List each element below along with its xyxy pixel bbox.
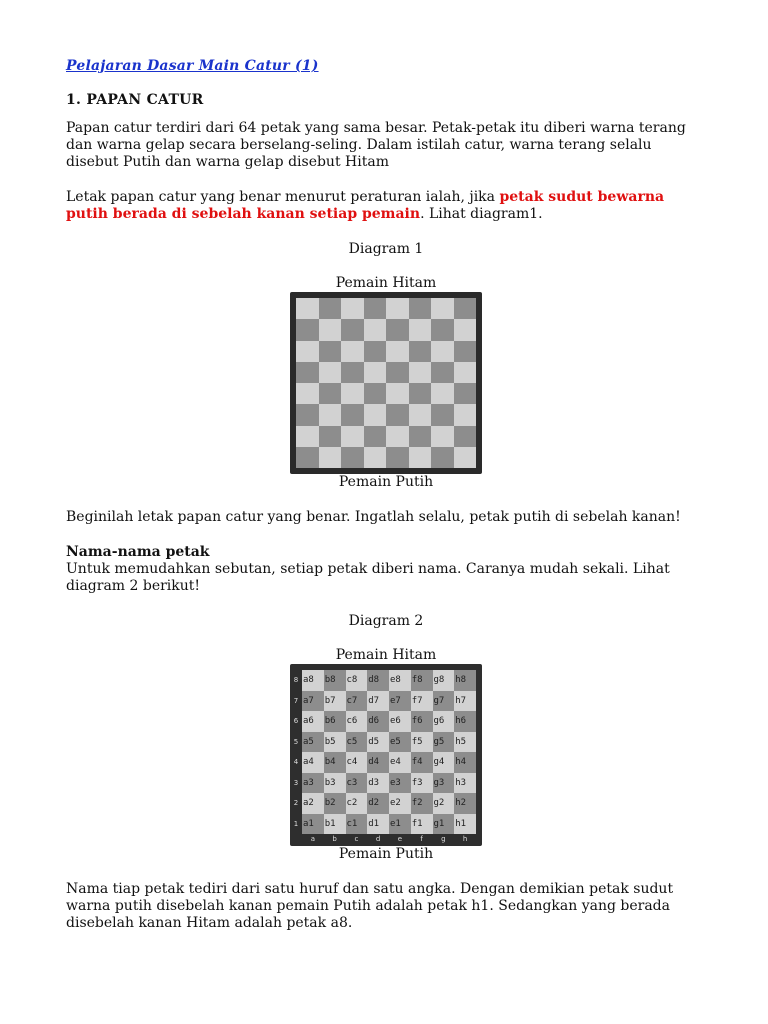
board-square: [296, 298, 319, 319]
diagram1-label: Diagram 1: [348, 241, 424, 257]
paragraph-square-names: Untuk memudahkan sebutan, setiap petak diberi nama. Caranya mudah sekali. Lihat diagram 2 berikut!: [66, 561, 670, 594]
square-label: e3: [390, 777, 401, 788]
board-square-g7: [433, 691, 455, 712]
board-square: [386, 383, 409, 404]
square-label: d1: [368, 818, 380, 829]
square-label: h3: [455, 777, 467, 788]
board-square: [409, 447, 432, 468]
board-square-e7: [389, 691, 411, 712]
board-square-a2: [302, 793, 324, 814]
board-square: [364, 341, 387, 362]
board-square-g3: [433, 773, 455, 794]
board-square-g8: [433, 670, 455, 691]
square-label: c3: [346, 777, 358, 788]
square-label: g5: [433, 736, 445, 747]
board-square-b4: [324, 752, 346, 773]
board-square: [319, 383, 342, 404]
board-square-d6: [367, 711, 389, 732]
rank-label: 4: [293, 758, 299, 766]
square-label: d4: [368, 757, 380, 768]
board-square-b3: [324, 773, 346, 794]
square-label: g7: [433, 695, 445, 706]
diagram1-chessboard: [290, 292, 482, 474]
board-square: [364, 447, 387, 468]
board-square: [454, 319, 477, 340]
square-label: c1: [346, 818, 358, 829]
board-square: [296, 319, 319, 340]
square-label: g6: [433, 716, 445, 727]
file-label: d: [375, 835, 381, 843]
square-label: f1: [411, 818, 423, 829]
board-square-f8: [411, 670, 433, 691]
board-square: [386, 341, 409, 362]
board-square: [454, 298, 477, 319]
diagram2-grid: [302, 670, 476, 834]
square-label: b5: [324, 736, 336, 747]
square-label: f8: [411, 675, 423, 686]
square-label: e8: [390, 675, 401, 686]
board-square: [431, 362, 454, 383]
subheading-square-names: Nama-nama petak: [66, 544, 210, 560]
board-square: [454, 404, 477, 425]
square-label: d8: [368, 675, 380, 686]
square-label: h7: [455, 695, 467, 706]
file-label: e: [397, 835, 403, 843]
square-label: h4: [455, 757, 467, 768]
section-heading: 1. PAPAN CATUR: [66, 92, 204, 108]
board-square: [319, 426, 342, 447]
board-square-f1: [411, 814, 433, 835]
board-square-g1: [433, 814, 455, 835]
board-square: [409, 426, 432, 447]
board-square: [319, 404, 342, 425]
square-label: b3: [324, 777, 336, 788]
board-square: [454, 383, 477, 404]
board-square-f4: [411, 752, 433, 773]
board-square: [341, 426, 364, 447]
square-label: d6: [368, 716, 380, 727]
square-label: e4: [390, 757, 401, 768]
board-square: [296, 341, 319, 362]
board-square: [386, 447, 409, 468]
diagram1-top-caption: Pemain Hitam: [335, 275, 437, 291]
file-label: h: [462, 835, 468, 843]
board-square: [364, 362, 387, 383]
board-square: [386, 404, 409, 425]
square-label: e1: [390, 818, 401, 829]
square-label: c4: [346, 757, 358, 768]
board-square: [431, 341, 454, 362]
rank-label: 8: [293, 676, 299, 684]
board-square: [319, 298, 342, 319]
square-label: d3: [368, 777, 380, 788]
board-square: [364, 319, 387, 340]
diagram2-label: Diagram 2: [348, 613, 424, 629]
board-square-b1: [324, 814, 346, 835]
board-square-h5: [454, 732, 476, 753]
board-square-b8: [324, 670, 346, 691]
diagram2-file-labels: [302, 835, 476, 845]
board-square-b5: [324, 732, 346, 753]
rank-label: 5: [293, 737, 299, 746]
square-label: a2: [303, 798, 314, 809]
square-label: d5: [368, 736, 380, 747]
board-square-a1: [302, 814, 324, 835]
board-square-d2: [367, 793, 389, 814]
board-square: [319, 362, 342, 383]
board-square-a6: [302, 711, 324, 732]
board-square: [364, 298, 387, 319]
board-square: [431, 404, 454, 425]
square-label: c5: [346, 736, 358, 747]
board-square: [454, 362, 477, 383]
board-square-d3: [367, 773, 389, 794]
board-square-f6: [411, 711, 433, 732]
board-square-c1: [346, 814, 368, 835]
board-square-d7: [367, 691, 389, 712]
board-square: [409, 298, 432, 319]
board-square-a7: [302, 691, 324, 712]
board-square-d5: [367, 732, 389, 753]
board-square: [319, 341, 342, 362]
square-label: d2: [368, 798, 380, 809]
board-square-c7: [346, 691, 368, 712]
square-label: a3: [303, 777, 314, 788]
rank-label: 6: [293, 717, 299, 725]
board-square: [296, 426, 319, 447]
board-square-e5: [389, 732, 411, 753]
board-square-e2: [389, 793, 411, 814]
board-square: [409, 319, 432, 340]
square-label: e5: [390, 736, 401, 747]
board-square-h6: [454, 711, 476, 732]
board-square: [431, 383, 454, 404]
board-square-a5: [302, 732, 324, 753]
board-square-e8: [389, 670, 411, 691]
board-square-g5: [433, 732, 455, 753]
square-label: c7: [346, 695, 358, 706]
square-label: c2: [346, 798, 358, 809]
square-label: f7: [411, 695, 423, 706]
square-label: b8: [324, 675, 336, 686]
board-square: [454, 447, 477, 468]
square-label: c6: [346, 716, 358, 727]
board-square-e6: [389, 711, 411, 732]
board-square: [296, 362, 319, 383]
rank-label: 2: [293, 799, 299, 807]
rule-text-start: Letak papan catur yang benar menurut peraturan ialah, jika: [66, 189, 500, 205]
board-square: [296, 383, 319, 404]
board-square: [409, 404, 432, 425]
board-square: [341, 404, 364, 425]
square-label: e7: [390, 695, 401, 706]
square-label: g2: [433, 798, 445, 809]
board-square-b6: [324, 711, 346, 732]
board-square: [319, 447, 342, 468]
board-square-c6: [346, 711, 368, 732]
board-square-g6: [433, 711, 455, 732]
board-square-h8: [454, 670, 476, 691]
board-square: [341, 319, 364, 340]
board-square: [454, 341, 477, 362]
board-square-c2: [346, 793, 368, 814]
board-square: [296, 404, 319, 425]
board-square-f5: [411, 732, 433, 753]
board-square: [431, 298, 454, 319]
board-square: [341, 383, 364, 404]
square-label: d7: [368, 695, 380, 706]
board-square-c4: [346, 752, 368, 773]
board-square: [364, 383, 387, 404]
diagram2-top-caption: Pemain Hitam: [335, 647, 437, 663]
square-label: b1: [324, 818, 336, 829]
square-label: f5: [411, 736, 423, 747]
file-label: c: [354, 835, 359, 843]
square-label: h1: [455, 818, 467, 829]
document-title-link[interactable]: Pelajaran Dasar Main Catur (1): [66, 58, 319, 74]
square-label: a4: [303, 757, 314, 768]
square-label: g8: [433, 675, 445, 686]
diagram2-bottom-caption: Pemain Putih: [338, 846, 434, 862]
square-label: a7: [303, 695, 314, 706]
file-label: a: [310, 835, 316, 843]
board-square-f7: [411, 691, 433, 712]
file-label: b: [332, 835, 337, 843]
board-square-g2: [433, 793, 455, 814]
square-label: a1: [303, 818, 314, 829]
board-square: [386, 362, 409, 383]
square-label: f6: [411, 716, 423, 727]
rank-label: 3: [293, 778, 299, 787]
rule-text-end: . Lihat diagram1.: [420, 206, 543, 222]
board-square: [431, 447, 454, 468]
board-square-a3: [302, 773, 324, 794]
rank-label: 7: [293, 696, 299, 705]
file-label: f: [420, 835, 423, 843]
square-label: b6: [324, 716, 336, 727]
board-square-h2: [454, 793, 476, 814]
board-square-h1: [454, 814, 476, 835]
board-square-c3: [346, 773, 368, 794]
board-square-f2: [411, 793, 433, 814]
rule-highlight: petak sudut bewarna putih berada di sebelah kanan setiap pemain: [66, 189, 665, 222]
board-square: [409, 383, 432, 404]
board-square: [364, 404, 387, 425]
board-square-f3: [411, 773, 433, 794]
board-square-h4: [454, 752, 476, 773]
board-square: [409, 362, 432, 383]
square-label: b4: [324, 757, 336, 768]
board-square: [341, 362, 364, 383]
square-label: g1: [433, 818, 445, 829]
square-label: f2: [411, 798, 423, 809]
square-label: f4: [411, 757, 423, 768]
board-square-h7: [454, 691, 476, 712]
board-square: [296, 447, 319, 468]
square-label: a8: [303, 675, 314, 686]
paragraph-square-explanation: Nama tiap petak tediri dari satu huruf dan satu angka. Dengan demikian petak sudut warna putih disebelah kanan pemain Putih adalah petak h1. Sedangkan yang berada disebelah kanan Hitam adalah petak a8.: [66, 881, 674, 931]
board-square-a4: [302, 752, 324, 773]
square-label: h2: [455, 798, 467, 809]
board-square: [341, 447, 364, 468]
board-square-c8: [346, 670, 368, 691]
square-label: h8: [455, 675, 467, 686]
board-square-d1: [367, 814, 389, 835]
board-square: [409, 341, 432, 362]
diagram1-grid: [296, 298, 476, 468]
diagram2-chessboard: [290, 664, 482, 846]
board-square: [341, 341, 364, 362]
board-square: [386, 319, 409, 340]
board-square-e4: [389, 752, 411, 773]
square-label: h5: [455, 736, 467, 747]
board-square-e3: [389, 773, 411, 794]
square-label: f3: [411, 777, 423, 788]
board-square: [364, 426, 387, 447]
square-label: b2: [324, 798, 336, 809]
board-square-b2: [324, 793, 346, 814]
board-square-c5: [346, 732, 368, 753]
diagram1-bottom-caption: Pemain Putih: [338, 474, 434, 490]
square-label: e6: [390, 716, 401, 727]
board-square: [341, 298, 364, 319]
document-page: [66, 58, 706, 932]
board-square-b7: [324, 691, 346, 712]
board-square-g4: [433, 752, 455, 773]
paragraph-remember: Beginilah letak papan catur yang benar. Ingatlah selalu, petak putih di sebelah kanan!: [66, 509, 681, 525]
square-label: b7: [324, 695, 336, 706]
board-square-a8: [302, 670, 324, 691]
board-square: [431, 319, 454, 340]
square-label: h6: [455, 716, 467, 727]
board-square-h3: [454, 773, 476, 794]
board-square-d8: [367, 670, 389, 691]
paragraph-intro: Papan catur terdiri dari 64 petak yang sama besar. Petak-petak itu diberi warna terang dan warna gelap secara berselang-seling. Dalam istilah catur, warna terang selalu disebut Putih dan warna gelap disebut Hitam: [66, 120, 686, 170]
square-label: g3: [433, 777, 445, 788]
board-square: [386, 298, 409, 319]
board-square-d4: [367, 752, 389, 773]
board-square: [431, 426, 454, 447]
board-square: [386, 426, 409, 447]
rank-label: 1: [293, 819, 299, 828]
board-square: [319, 319, 342, 340]
square-label: c8: [346, 675, 358, 686]
square-label: a6: [303, 716, 314, 727]
square-label: e2: [390, 798, 401, 809]
square-label: a5: [303, 736, 314, 747]
board-square: [454, 426, 477, 447]
paragraph-board-rule: [66, 189, 706, 223]
square-label: g4: [433, 757, 445, 768]
board-square-e1: [389, 814, 411, 835]
file-label: g: [441, 835, 446, 843]
